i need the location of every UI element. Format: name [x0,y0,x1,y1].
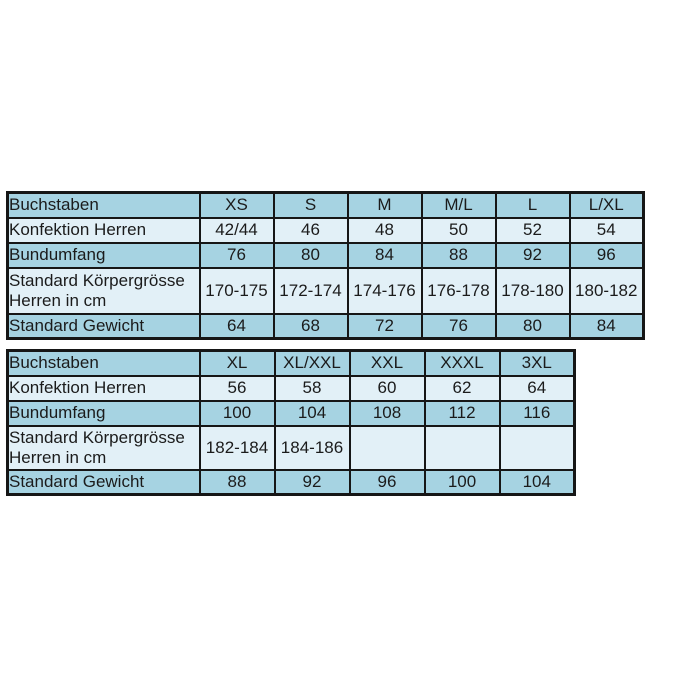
value-cell: 56 [200,376,275,401]
row-label-cell: Bundumfang [8,243,200,268]
value-cell [350,426,425,470]
value-cell: 178-180 [496,268,570,314]
value-cell: 80 [274,243,348,268]
herren-groessen-tabelle-xs-lxl [6,191,645,340]
value-cell: XXXL [425,351,500,376]
value-cell: 84 [348,243,422,268]
table-row [8,351,575,376]
value-cell: 64 [200,314,274,339]
table-row [8,401,575,426]
table-row [8,268,644,314]
row-label-cell: Buchstaben [8,351,200,376]
row-label-cell: Konfektion Herren [8,218,200,243]
value-cell: 84 [570,314,644,339]
value-cell: 52 [496,218,570,243]
value-cell: XXL [350,351,425,376]
value-cell [500,426,575,470]
value-cell: 104 [275,401,350,426]
value-cell [425,426,500,470]
value-cell: 62 [425,376,500,401]
value-cell: 104 [500,470,575,495]
value-cell: 100 [200,401,275,426]
value-cell: L/XL [570,193,644,218]
value-cell: 92 [496,243,570,268]
value-cell: L [496,193,570,218]
table-row [8,470,575,495]
value-cell: 174-176 [348,268,422,314]
value-cell: 76 [422,314,496,339]
row-label-cell: Bundumfang [8,401,200,426]
value-cell: S [274,193,348,218]
value-cell: 54 [570,218,644,243]
value-cell: 88 [422,243,496,268]
table-row [8,314,644,339]
value-cell: 50 [422,218,496,243]
value-cell: 184-186 [275,426,350,470]
value-cell: 48 [348,218,422,243]
row-label-cell: Standard Körpergrösse Herren in cm [8,268,200,314]
value-cell: 68 [274,314,348,339]
value-cell: 176-178 [422,268,496,314]
table-row [8,243,644,268]
row-label-cell: Standard Körpergrösse Herren in cm [8,426,200,470]
table-row [8,426,575,470]
value-cell: 80 [496,314,570,339]
value-cell: 46 [274,218,348,243]
value-cell: 96 [350,470,425,495]
table-row [8,218,644,243]
value-cell: 96 [570,243,644,268]
value-cell: M/L [422,193,496,218]
value-cell: 42/44 [200,218,274,243]
value-cell: 170-175 [200,268,274,314]
value-cell: XS [200,193,274,218]
row-label-cell: Konfektion Herren [8,376,200,401]
value-cell: XL [200,351,275,376]
value-cell: 88 [200,470,275,495]
value-cell: M [348,193,422,218]
value-cell: 182-184 [200,426,275,470]
table-row [8,193,644,218]
herren-groessen-tabelle-xl-3xl [6,349,576,496]
value-cell: 108 [350,401,425,426]
value-cell: 100 [425,470,500,495]
value-cell: 58 [275,376,350,401]
value-cell: 64 [500,376,575,401]
value-cell: 172-174 [274,268,348,314]
row-label-cell: Standard Gewicht [8,314,200,339]
value-cell: 180-182 [570,268,644,314]
value-cell: 76 [200,243,274,268]
value-cell: 60 [350,376,425,401]
value-cell: XL/XXL [275,351,350,376]
value-cell: 72 [348,314,422,339]
table-row [8,376,575,401]
value-cell: 3XL [500,351,575,376]
row-label-cell: Buchstaben [8,193,200,218]
row-label-cell: Standard Gewicht [8,470,200,495]
value-cell: 92 [275,470,350,495]
value-cell: 116 [500,401,575,426]
value-cell: 112 [425,401,500,426]
